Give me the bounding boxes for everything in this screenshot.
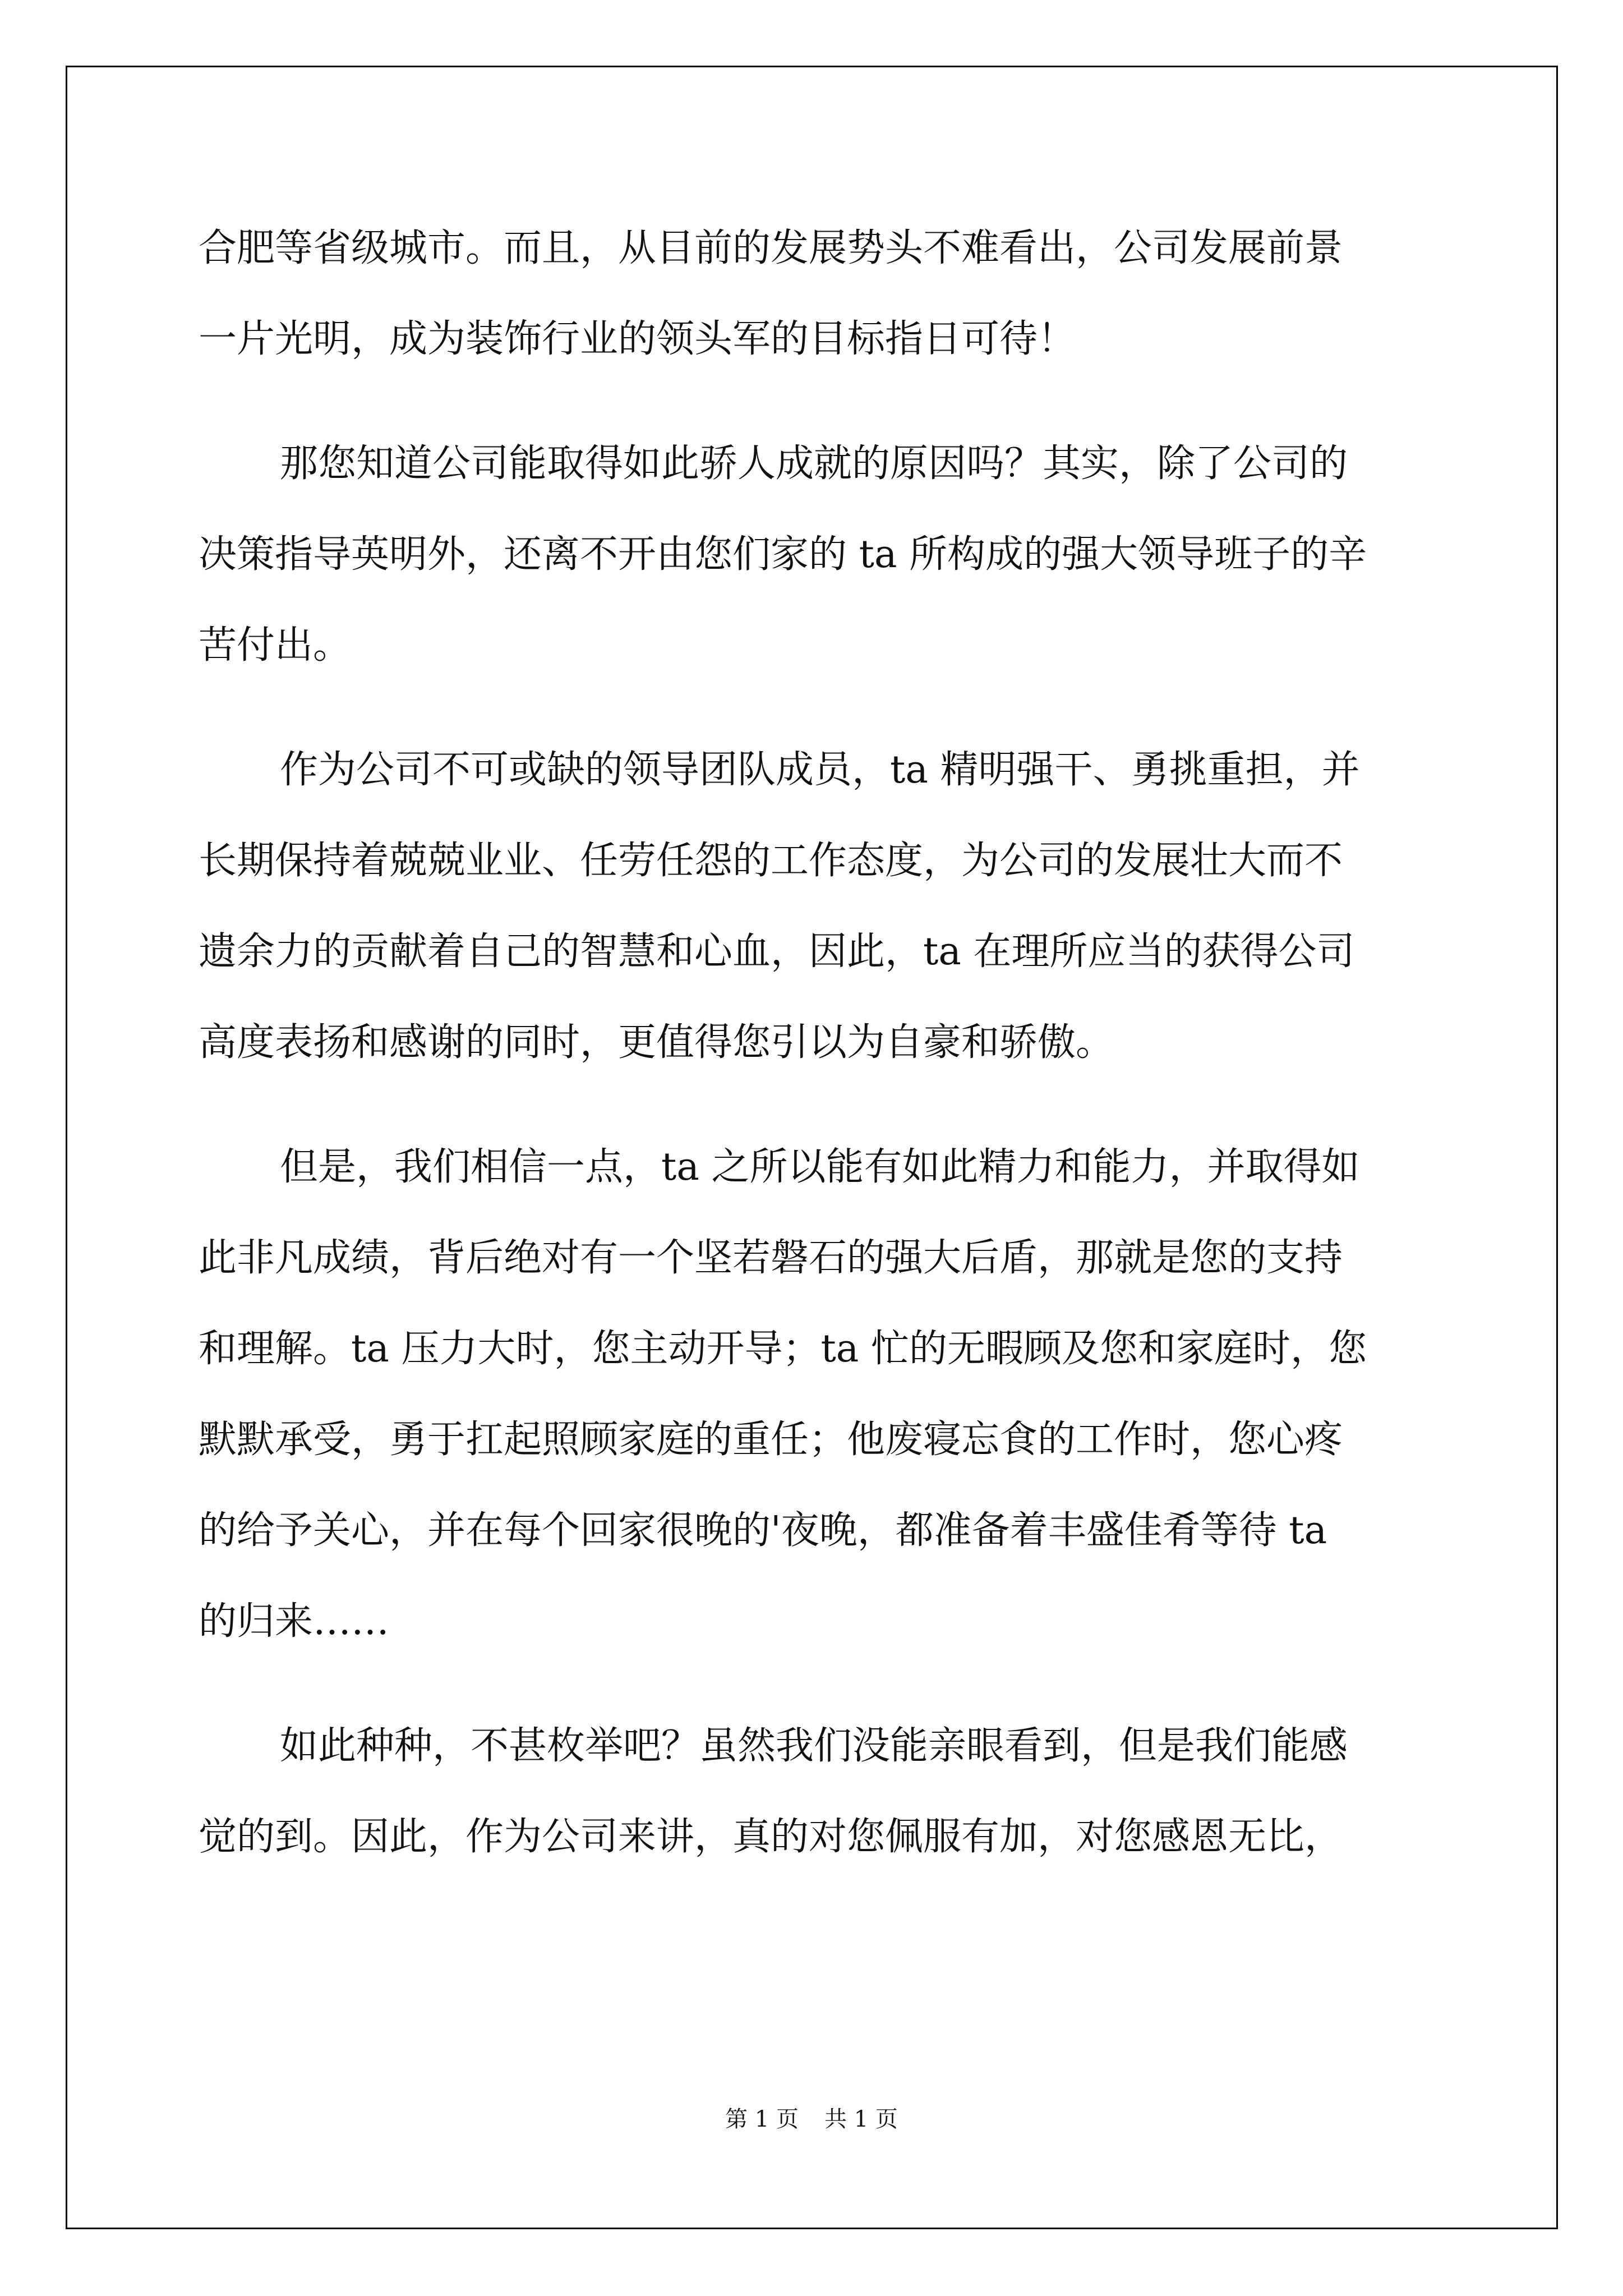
page-number: 第 1 页: [725, 2106, 799, 2132]
text-line: 苦付出。: [199, 623, 352, 668]
text-line: 决策指导英明外，还离不开由您们家的 ta 所构成的强大领导班子的辛: [199, 532, 1367, 577]
text-line: 的给予关心，并在每个回家很晚的'夜晚，都准备着丰盛佳肴等待 ta: [199, 1508, 1327, 1553]
text-line: 觉的到。因此，作为公司来讲，真的对您佩服有加，对您感恩无比，: [199, 1815, 1343, 1859]
text-line: 默默承受，勇于扛起照顾家庭的重任；他废寝忘食的工作时，您心疼: [199, 1418, 1343, 1462]
page-total: 共 1 页: [824, 2106, 898, 2132]
text-line: 遗余力的贡献着自己的智慧和心血，因此，ta 在理所应当的获得公司: [199, 930, 1355, 974]
text-line: 高度表扬和感谢的同时，更值得您引以为自豪和骄傲。: [199, 1020, 1114, 1065]
page-footer: [0, 2104, 1623, 2135]
text-line: 那您知道公司能取得如此骄人成就的原因吗？其实，除了公司的: [280, 441, 1348, 486]
text-line: 的归来……: [199, 1599, 390, 1644]
text-line: 此非凡成绩，背后绝对有一个坚若磐石的强大后盾，那就是您的支持: [199, 1236, 1343, 1280]
text-line: 作为公司不可或缺的领导团队成员，ta 精明强干、勇挑重担，并: [280, 748, 1360, 792]
text-line: 如此种种，不甚枚举吧？虽然我们没能亲眼看到，但是我们能感: [280, 1724, 1348, 1768]
text-line: 一片光明，成为装饰行业的领头军的目标指日可待！: [199, 317, 1076, 361]
text-line: 但是，我们相信一点，ta 之所以能有如此精力和能力，并取得如: [280, 1145, 1360, 1189]
text-line: 长期保持着兢兢业业、任劳任怨的工作态度，为公司的发展壮大而不: [199, 839, 1343, 883]
text-line: 合肥等省级城市。而且，从目前的发展势头不难看出，公司发展前景: [199, 226, 1343, 270]
text-line: 和理解。ta 压力大时，您主动开导；ta 忙的无暇顾及您和家庭时，您: [199, 1327, 1367, 1371]
